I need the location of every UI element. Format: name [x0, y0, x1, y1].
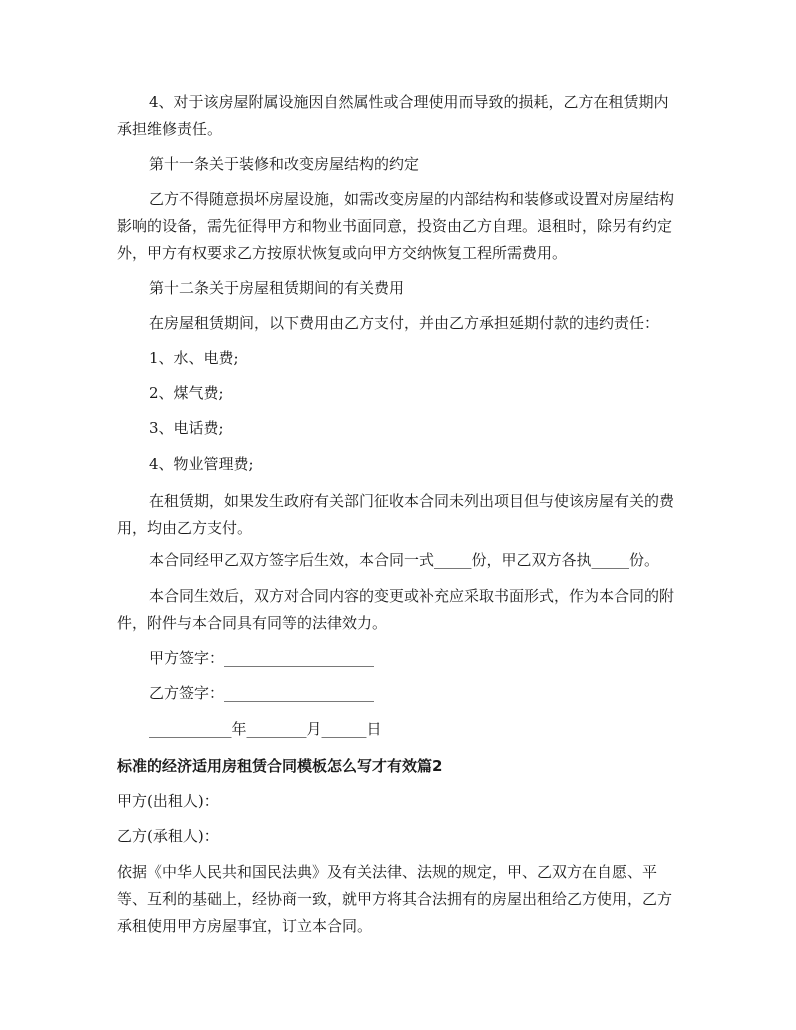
- signature-date: ___________年________月______日: [149, 720, 382, 738]
- party-b-lessee: 乙方(承租人)：: [117, 827, 219, 845]
- paragraph-renovation-terms: 乙方不得随意损坏房屋设施，如需改变房屋的内部结构和装修或设置对房屋结构影响的设备，需先征得甲方和物业书面同意，投资由乙方自理。退租时，除另有约定外，甲方有权要求乙方按原状恢复或向甲方交纳恢复工程所需费用。: [117, 190, 675, 262]
- paragraph-effective-copies: 本合同经甲乙双方签字后生效，本合同一式_____份，甲乙双方各执_____份。: [149, 551, 660, 569]
- paragraph-clause-4-maintenance: 4、对于该房屋附属设施因自然属性或合理使用而导致的损耗，乙方在租赁期内承担维修责任。: [117, 93, 669, 138]
- list-item-gas: 2、煤气费;: [149, 384, 224, 402]
- paragraph-fees-intro: 在房屋租赁期间，以下费用由乙方支付，并由乙方承担延期付款的违约责任：: [149, 314, 660, 332]
- list-item-property-management: 4、物业管理费;: [149, 455, 254, 473]
- paragraph-legal-basis: 依据《中华人民共和国民法典》及有关法律、法规的规定，甲、乙双方在自愿、平等、互利的基础上，经协商一致，就甲方将其合法拥有的房屋出租给乙方使用，乙方承租使用甲方房屋事宜，订立本合同。: [117, 863, 673, 935]
- list-item-telephone: 3、电话费;: [149, 419, 224, 437]
- signature-party-a: 甲方签字：____________________: [149, 649, 375, 667]
- paragraph-amendments: 本合同生效后，双方对合同内容的变更或补充应采取书面形式，作为本合同的附件，附件与本合同具有同等的法律效力。: [117, 587, 675, 632]
- paragraph-government-fees: 在租赁期，如果发生政府有关部门征收本合同未列出项目但与使该房屋有关的费用，均由乙方支付。: [117, 492, 675, 537]
- signature-party-b: 乙方签字：____________________: [149, 684, 375, 702]
- party-a-lessor: 甲方(出租人)：: [117, 792, 219, 810]
- article-12-title: 第十二条关于房屋租赁期间的有关费用: [149, 279, 405, 297]
- list-item-water-electricity: 1、水、电费;: [149, 349, 239, 367]
- section-heading: 标准的经济适用房租赁合同模板怎么写才有效篇2: [117, 757, 443, 775]
- article-11-title: 第十一条关于装修和改变房屋结构的约定: [149, 155, 420, 173]
